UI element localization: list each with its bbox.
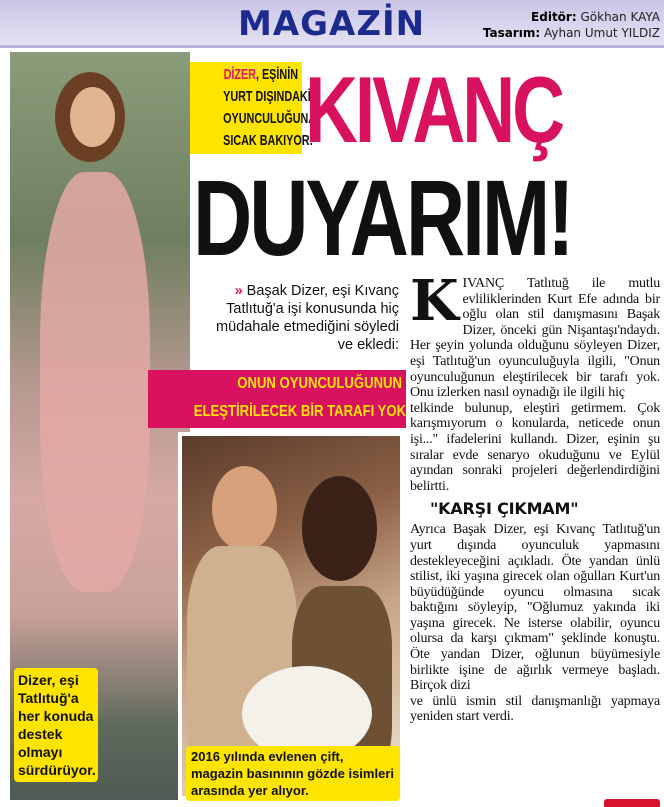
kicker-text: , EŞİNİN: [255, 66, 298, 83]
drop-cap: K: [410, 268, 459, 334]
article-paragraph: Ayrıca Başak Dizer, eşi Kıvanç Tatlıtuğ'un yurt dışında oyunculuk yapmasını destekleyeceğini açıkladı. Öte yandan ünlü stilist, iki yaşına girecek olan oğulları Kurt'un büyüdüğünde oyuncu olmasına sıcak baktığını söyleyip, "Oğlumuz yakında iki yaşına girecek. Ne isterse olabilir, oyuncu olursa da karşı çıkmam" şeklinde konuştu. Öte yandan Dizer, oğlunun büyümesiyle birlikte işine de ağırlık vermeye başladı. Birçok dizi: [410, 522, 660, 694]
photo-caption-wedding: 2016 yılında evlenen çift, magazin basınının gözde isimleri arasında yer alıyor.: [186, 746, 400, 801]
kicker-text: OYUNCULUĞUNA: [223, 110, 317, 127]
article-paragraph: ve ünlü ismin stil danışmanlığı yapmaya yeniden start verdi.: [410, 693, 660, 725]
article-body: [410, 268, 660, 725]
subheadline: [196, 282, 402, 354]
design-label: Tasarım:: [482, 26, 541, 40]
editor-name: Gökhan KAYA: [580, 10, 660, 24]
kicker-text: SICAK BAKIYOR!: [223, 132, 314, 149]
photo-wedding: [178, 432, 404, 800]
photo-caption-left: Dizer, eşi Tatlıtuğ'a her konuda destek olmayı sürdürüyor.: [14, 668, 98, 782]
article-paragraph: telkinde bulunup, eleştiri getirmem. Çok karışmıyorum o konularda, neticede onun işi..." ifadelerini kullandı. Dizer, eşinin şu sıralar evde senaryo okuduğunu ve Eylül ayından sonraki projeleri değerlendirdiğini belirtti.: [410, 400, 660, 494]
chevron-right-icon: »: [234, 283, 243, 299]
kicker-name: DİZER: [223, 66, 256, 83]
subheadline-text: Başak Dizer, eşi Kıvanç Tatlıtuğ'a işi konusunda hiç müdahale etmediğini söyledi ve ekledi:: [216, 283, 399, 353]
pull-quote-line: ELEŞTİRİLECEK BİR TARAFI YOK: [193, 403, 407, 420]
article-paragraph: IVANÇ Tatlıtuğ ile mutlu evliliklerinden Kurt Efe adında bir oğlu olan stil danışmasını Başak Dizer, önceki gün Nişantaşı'ndaydı. Her şeyin yolunda olduğunu söyleyen Dizer, eşi Tatlıtuğ'un oyunculuğuyla ilgili, "Onun oyunculuğunun eleştirilecek bir tarafı yok. Onu izlerken nasıl oynadığı ile ilgili hiç: [410, 276, 660, 401]
credits: [483, 9, 660, 41]
editor-label: Editör:: [531, 10, 577, 24]
red-stamp: [604, 799, 660, 807]
section-header: [0, 0, 664, 48]
kicker-box: [190, 62, 317, 154]
headline-line1: KIVANÇ: [305, 57, 562, 162]
pull-quote-line: ONUN OYUNCULUĞUNUN: [237, 375, 402, 392]
headline-line2: DUYARIM!: [193, 157, 572, 278]
pull-quote: [148, 370, 406, 428]
kicker-text: YURT DIŞINDAKİ: [223, 88, 311, 105]
designer-name: Ayhan Umut YILDIZ: [543, 26, 660, 40]
article-subheading: "KARŞI ÇIKMAM": [430, 499, 579, 519]
magazin-logo: MAGAZİN: [238, 4, 426, 44]
